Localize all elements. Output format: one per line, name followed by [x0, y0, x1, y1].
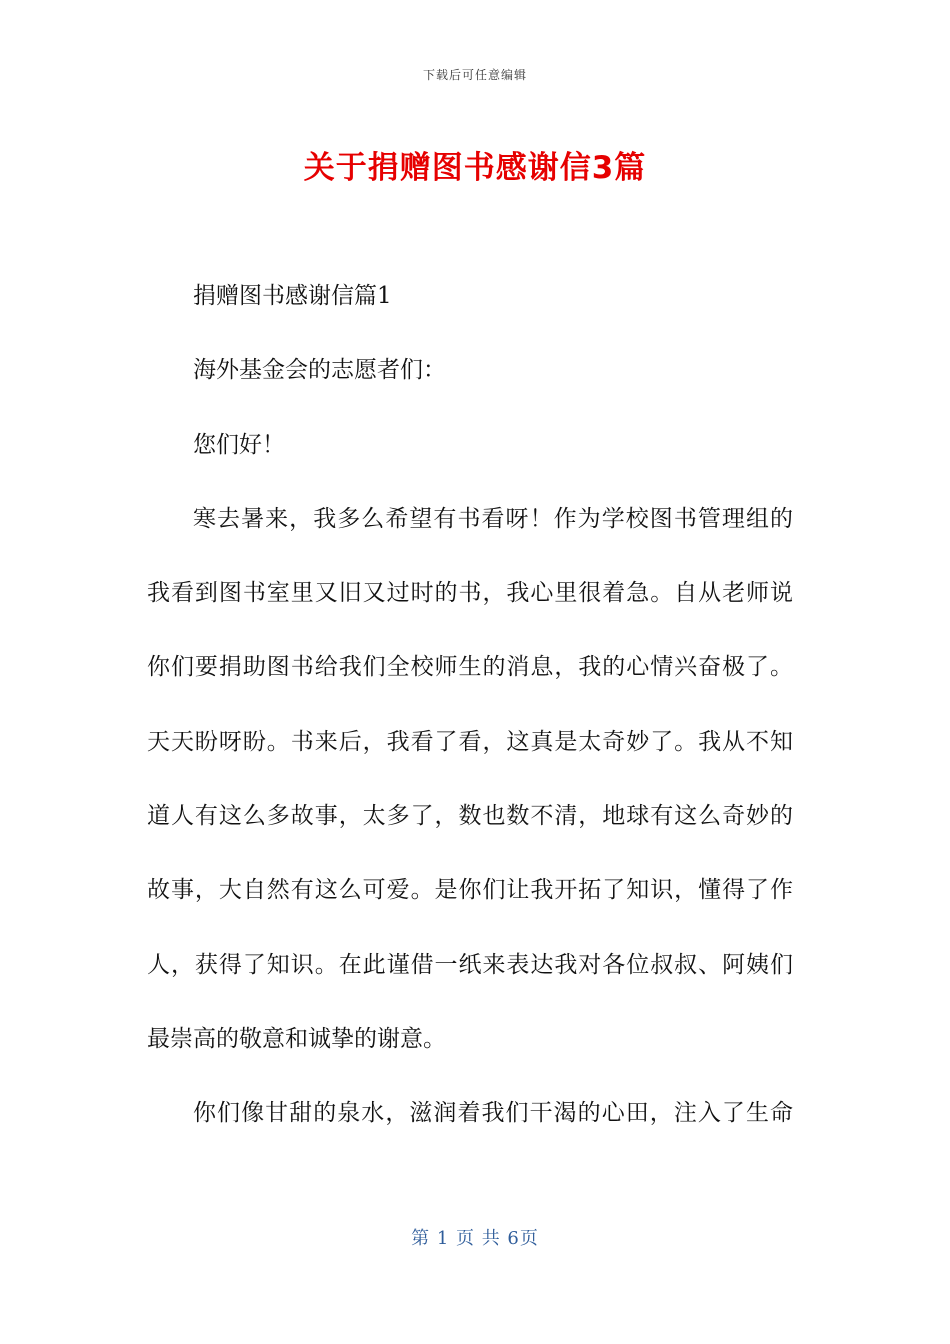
- paragraph-line: 故事，大自然有这么可爱。是你们让我开拓了知识，懂得了作: [147, 877, 793, 904]
- paragraph-line: 人，获得了知识。在此谨借一纸来表达我对各位叔叔、阿姨们: [147, 951, 793, 978]
- paragraph-line: 道人有这么多故事，太多了，数也数不清，地球有这么奇妙的: [147, 803, 793, 830]
- document-title: 关于捐赠图书感谢信3篇: [303, 150, 647, 186]
- paragraph-line: 你们像甘甜的泉水，滋润着我们干渴的心田，注入了生命: [193, 1100, 793, 1127]
- paragraph-line: 最崇高的敬意和诚挚的谢意。: [147, 1025, 446, 1052]
- header-note: 下载后可任意编辑: [422, 68, 527, 82]
- document-body: [147, 272, 793, 1164]
- paragraph-line: 你们要捐助图书给我们全校师生的消息，我的心情兴奋极了。: [147, 654, 793, 681]
- salutation: 海外基金会的志愿者们：: [193, 357, 446, 384]
- page-number: 第 1 页 共 6页: [411, 1228, 539, 1249]
- section-heading: 捐赠图书感谢信篇1: [193, 283, 392, 309]
- paragraph-line: 寒去暑来，我多么希望有书看呀！作为学校图书管理组的: [193, 505, 793, 532]
- paragraph-line: 我看到图书室里又旧又过时的书，我心里很着急。自从老师说: [147, 580, 793, 607]
- paragraph-line: 天天盼呀盼。书来后，我看了看，这真是太奇妙了。我从不知: [147, 728, 793, 755]
- greeting: 您们好！: [193, 431, 285, 458]
